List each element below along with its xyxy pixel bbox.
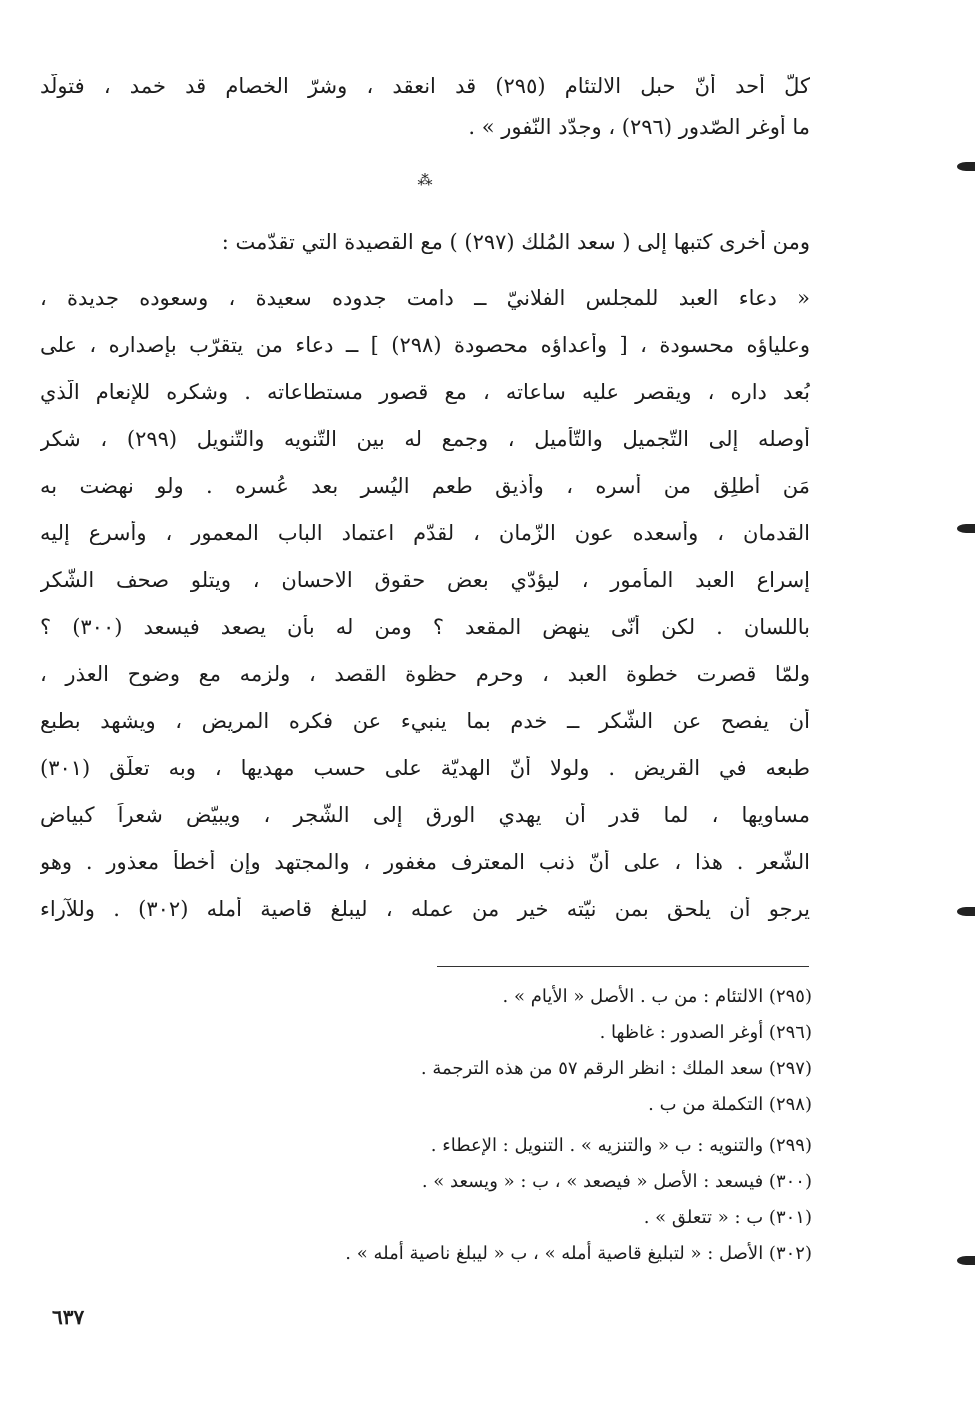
letter-line: وعلياؤه محسودة ، [ وأعداؤه محصودة (٢٩٨) ] ــ دعاء من يتقرّب بإصداره ، على (40, 333, 810, 357)
letter-line: أن يفصح عن الشّكر ــ خدم بما ينبيء عن فكره المريض ، ويشهد بطبع (40, 709, 810, 733)
letter-line: يرجو أن يلحق بمن نيّته خير من عمله ، ليبلغ قاصية أمله (٣٠٢) . وللآراء (40, 897, 810, 921)
letter-line: باللسان . لكن أنّى ينهض المقعد ؟ ومن له بأن يصعد فيسعد (٣٠٠) ؟ (40, 615, 810, 639)
footnote-separator (437, 966, 809, 967)
footnote: (٣٠٢) الأصل : « لتبليغ قاصية أمله » ، ب « ليبلغ ناصية أمله » . (345, 1243, 812, 1264)
footnote: (٢٩٨) التكملة من ب . (648, 1094, 812, 1115)
page-number: ٦٣٧ (52, 1305, 85, 1329)
letter-line: الشّعر . هذا ، على أنّ ذنب المعترف مغفور ، والمجتهد وإن أخطأ معذور . وهو (40, 850, 810, 874)
body-line: كلّ أحد أنّ حبل الالتئام (٢٩٥) قد انعقد ، وشرّ الخصام قد خمد ، فتولّد (40, 74, 810, 98)
footnote: (٢٩٧) سعد الملك : انظر الرقم ٥٧ من هذه الترجمة . (420, 1058, 812, 1079)
letter-line: مَن أُطلِق من أسره ، وأُذيق طعم اليُسر بعد عُسره . ولو نهضت به (40, 474, 810, 498)
letter-line: ولمّا قصرت خطوة العبد ، وحرم حظوة القصد ، ولزمه مع وضوح العذر ، (40, 662, 810, 686)
letter-line: طبعه في القريض . ولولا أنّ الهديّة على حسب مهديها ، وبه تعلّق (٣٠١) (40, 756, 810, 780)
footnote: (٢٩٦) أوغر الصدور : غاظها . (599, 1022, 812, 1043)
letter-line: مساويها ، لما قدر أن يهدي الورق إلى الشّجر ، ويبيّض شعراً كبياض (40, 803, 810, 827)
footnote: (٢٩٩) والتنويه : ب « والتنزيه » . التنويل : الإعطاء . (430, 1135, 812, 1156)
binding-mark (957, 524, 975, 533)
letter-line: بُعد داره ، ويقصر عليه ساعاته ، مع قصور مستطاعاته . وشكره للإنعام الّذي (40, 380, 810, 404)
section-heading: ومن أخرى كتبها إلى ( سعد المُلك (٢٩٧) ) مع القصيدة التي تقدّمت : (221, 230, 810, 254)
section-separator: ⁂ (417, 171, 433, 189)
letter-line: إسراع العبد المأمور ، ليؤدّي بعض حقوق الاحسان ، ويتلو صحف الشّكر (40, 568, 810, 592)
letter-line: أوصله إلى التّجميل والتّأميل ، وجمع له بين التّنويه والتّنويل (٢٩٩) ، شكر (40, 427, 810, 451)
binding-mark (957, 1256, 975, 1265)
footnote: (٢٩٥) الالتئام : من ب . الأصل « الأيام » . (502, 986, 812, 1007)
letter-line: « دعاء العبد للمجلس الفلانيّ ــ دامت جدوده سعيدة ، وسعوده جديدة ، (40, 286, 810, 310)
footnote: (٣٠٠) فيسعد : الأصل « فيصعد » ، ب : « ويسعد » . (421, 1171, 812, 1192)
body-line: ما أوغر الصّدور (٢٩٦) ، وجدّد النّفور » . (468, 115, 810, 139)
letter-line: القدمان ، وأسعده عون الزّمان ، لقدّم اعتماد الباب المعمور ، وأسرع إليه (40, 521, 810, 545)
binding-mark (957, 907, 975, 916)
footnote: (٣٠١) ب : « تتعلق » . (643, 1207, 812, 1228)
binding-mark (957, 162, 975, 171)
